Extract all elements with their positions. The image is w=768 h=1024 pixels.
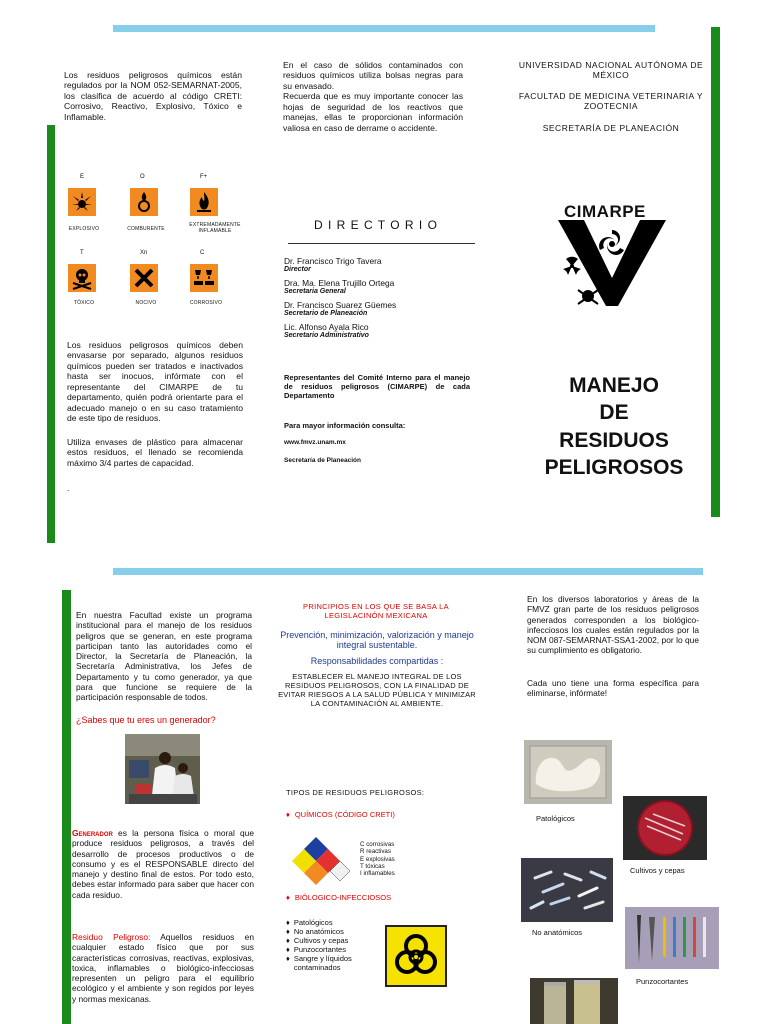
hazard-label: EXPLOSIVO [68, 226, 100, 232]
director-role: Secretario Administrativo [284, 332, 369, 339]
no-anatomicos-label: No anatómicos [532, 928, 583, 937]
skull-icon [68, 264, 96, 292]
bio-list-item: ♦ Sangre y líquidos contaminados [286, 954, 352, 972]
patologicos-photo [524, 740, 612, 804]
hazard-letter: Xn [140, 250, 148, 256]
directory-list [284, 256, 474, 339]
containers-paragraph: Utiliza envases de plástico para almacenar estos residuos, el llenado se recomienda máximo 3/4 partes de capacidad. [67, 437, 243, 468]
patologicos-label: Patológicos [536, 814, 575, 823]
director-entry [284, 322, 474, 339]
bullet-diamond-icon: ♦ [286, 954, 290, 963]
solids-paragraph: En el caso de sólidos contaminados con residuos químicos utiliza bolsas negras para su envasado. Recuerda que es muy importante conocer las hojas de seguridad de los reactivos que manejas, ellas te proporcionan información valiosa en caso de derrame o accidente. [283, 60, 463, 133]
right-green-bar [711, 27, 720, 517]
creti-intro: Los residuos peligrosos químicos están regulados por la NOM 052-SEMARNAT-2005, los clasifica de acuerdo al código CRETI: Corrosivo, Reactivo, Explosivo, Tóxico e Inflamable. [64, 70, 242, 122]
biohazard-icon [385, 925, 447, 987]
bio-list-item: ♦ Patológicos [286, 918, 333, 927]
corrosive-icon [190, 264, 218, 292]
creti-word: tóxicas [365, 862, 385, 870]
punzocortantes-label: Punzocortantes [636, 977, 689, 986]
hazard-letter: F+ [200, 174, 208, 180]
generador-term: Generador [72, 828, 113, 838]
bullet-diamond-icon: ♦ [286, 893, 290, 902]
faculty-name: FACULTAD DE MEDICINA VETERINARIA Y ZOOTECNIA [518, 91, 704, 111]
left-green-bar [47, 125, 55, 543]
no-anatomicos-photo [521, 858, 613, 922]
cultivos-photo [623, 796, 707, 860]
left-green-bar-page2 [62, 590, 71, 1024]
hazard-letter: E [80, 174, 85, 180]
bullet-diamond-icon: ♦ [286, 936, 290, 945]
representatives-text: Representantes del Comité Interno para el manejo de residuos peligrosos (CIMARPE) de cada Departamento [284, 373, 470, 401]
title-line: RESIDUOS [559, 428, 669, 452]
creti-word: corrosivas [366, 841, 395, 848]
cultivos-label: Cultivos y cepas [630, 866, 685, 875]
cimarpe-logo [554, 198, 670, 308]
hazard-label: COMBURENTE [127, 226, 165, 232]
prevencion-text: Prevención, minimización, valorización y manejo integral sustentable. [280, 630, 474, 650]
creti-letter: E [360, 855, 365, 863]
hazard-letter: C [200, 250, 205, 256]
top-blue-bar [113, 25, 655, 32]
hazard-symbols-grid [60, 172, 250, 312]
creti-word: explosivas [365, 855, 395, 863]
lab-photo [125, 734, 200, 804]
storage-paragraph: Los residuos peligrosos químicos deben envasarse por separado, algunos residuos químicos pueden ser tratados e inactivados hasta ser inocuos, infórmate con el representante del CIMARPE de tu departamento, quién podrá orientarte para el adecuado manejo o en su caso tratamiento de este tipo de residuos. [67, 340, 243, 424]
bio-list [286, 918, 376, 972]
director-name: Lic. Alfonso Ayala Rico [284, 322, 369, 332]
hazard-label: CORROSIVO [189, 300, 223, 306]
creti-word: reactivas [366, 848, 391, 856]
director-role: Director [284, 266, 311, 273]
creti-letter: T [360, 862, 364, 870]
director-role: Secretaria General [284, 288, 346, 295]
bullet-diamond-icon: ♦ [286, 918, 290, 927]
bio-list-item: ♦ Cultivos y cepas [286, 936, 349, 945]
bio-list-item: ♦ Punzocortantes [286, 945, 346, 954]
creti-graphic [290, 835, 408, 887]
quimicos-label: QUÍMICOS (CÓDIGO CRETI) [294, 810, 395, 819]
creti-row [360, 863, 395, 870]
responsabilidades-text: Responsabilidades compartidas : [310, 656, 444, 666]
hazard-letter: T [80, 250, 84, 256]
punzocortantes-photo [625, 907, 719, 969]
creti-letter: R [360, 848, 365, 856]
secretaria-label: Secretaría de Planeación [284, 457, 361, 464]
creti-letter: I [360, 870, 362, 878]
director-name: Dra. Ma. Elena Trujillo Ortega [284, 278, 395, 288]
hazard-label: TÓXICO [73, 300, 95, 306]
brochure-title [526, 372, 702, 481]
cross-icon [130, 264, 158, 292]
creti-row [360, 856, 395, 863]
title-line: DE [599, 401, 629, 425]
biologico-item [286, 893, 391, 902]
director-entry [284, 256, 474, 273]
website-link[interactable]: www.fmvz.unam.mx [284, 439, 346, 446]
establecer-text: ESTABLECER EL MANEJO INTEGRAL DE LOS RESIDUOS PELIGROSOS, CON LA FINALIDAD DE EVITAR RIESGOS A LA SALUD PÚBLICA Y MINIMIZAR LA CONTAMINACIÓN AL AMBIENTE. [278, 672, 476, 708]
explosive-icon [68, 188, 96, 216]
quimicos-item [286, 810, 395, 819]
university-name: UNIVERSIDAD NACIONAL AUTÓNOMA DE MÉXICO [518, 60, 704, 80]
top-blue-bar-page2 [113, 568, 703, 575]
hazard-label: EXTREMADAMENTE INFLAMABLE [189, 222, 241, 234]
oxidizer-icon [130, 188, 158, 216]
more-info-label: Para mayor información consulta: [284, 421, 406, 430]
creti-row [360, 870, 395, 877]
program-paragraph: En nuestra Facultad existe un programa institucional para el manejo de los residuos peligros que se generan, en este programa participan tanto las autoridades como el Director, la Secretaría de Planeación, la Secretaría Administrativa, los Jefes de Departamento y tu como generador, ya que para que funcione se requiere de la participación responsable de todos. [76, 610, 252, 702]
title-line: MANEJO [569, 374, 659, 397]
directorio-title: D I R E C T O R I O [314, 218, 438, 232]
creti-letter: C [360, 841, 365, 848]
director-name: Dr. Francisco Suarez Güemes [284, 300, 397, 310]
generator-question: ¿Sabes que tu eres un generador? [76, 715, 216, 725]
biological-intro: En los diversos laboratorios y áreas de la FMVZ gran parte de los residuos peligrosos generados corresponden a los biológico-infecciosos los cuales están regulados por la NOM 087-SEMARNAT-SSA1-2002, por lo que su cumplimiento es obligatorio. [527, 594, 699, 656]
director-name: Dr. Francisco Trigo Tavera [284, 256, 382, 266]
sangre-photo [530, 978, 618, 1024]
director-role: Secretario de Planeación [284, 310, 368, 317]
creti-row [360, 841, 395, 848]
stray-dot: . [67, 483, 70, 493]
title-line: PELIGROSOS [544, 455, 684, 479]
director-entry [284, 300, 474, 317]
creti-row [360, 848, 395, 855]
bullet-diamond-icon: ♦ [286, 927, 290, 936]
residuo-text: Aquellos residuos en cualquier estado físico que por sus características corrosivas, reactivas, explosivas, toxica, inflamables o biológico-infecciosas representen un peligro para el equilibrio ecológico y el ambiente y son regidos por leyes y normas mexicanas. [72, 932, 255, 1004]
secretaria-planeacion: SECRETARÍA DE PLANEACIÓN [542, 123, 680, 133]
hazard-letter: O [140, 174, 145, 180]
hazard-label: NOCIVO [135, 300, 157, 306]
creti-legend [360, 841, 395, 878]
bullet-diamond-icon: ♦ [286, 810, 290, 819]
cada-uno-text: Cada uno tiene una forma específica para eliminarse, infórmate! [527, 678, 699, 699]
directorio-rule [288, 243, 475, 244]
principios-title: PRINCIPIOS EN LOS QUE SE BASA LA LEGISLACINÓN MEXICANA [303, 602, 449, 620]
residuo-term: Residuo Peligroso: [72, 932, 151, 942]
flame-icon [190, 188, 218, 216]
generador-definition [72, 828, 254, 900]
creti-word: inflamables [363, 870, 395, 878]
bio-list-item: ♦ No anatómicos [286, 927, 344, 936]
tipos-title: TIPOS DE RESIDUOS PELIGROSOS: [286, 788, 425, 797]
cimarpe-logo-text: CIMARPE [564, 202, 646, 221]
biologico-label: BIÓLOGICO-INFECCIOSOS [294, 893, 392, 902]
bullet-diamond-icon: ♦ [286, 945, 290, 954]
generador-text: es la persona física o moral que produce residuos peligrosos, a través del desarrollo de procesos productivos o de consumo y es el RESPONSABLE directo del manejo y destino final de estos. Por todo esto, debes estar informado para saber que hacer con cada residuo. [72, 828, 254, 900]
director-entry [284, 278, 474, 295]
residuo-definition [72, 932, 254, 1004]
